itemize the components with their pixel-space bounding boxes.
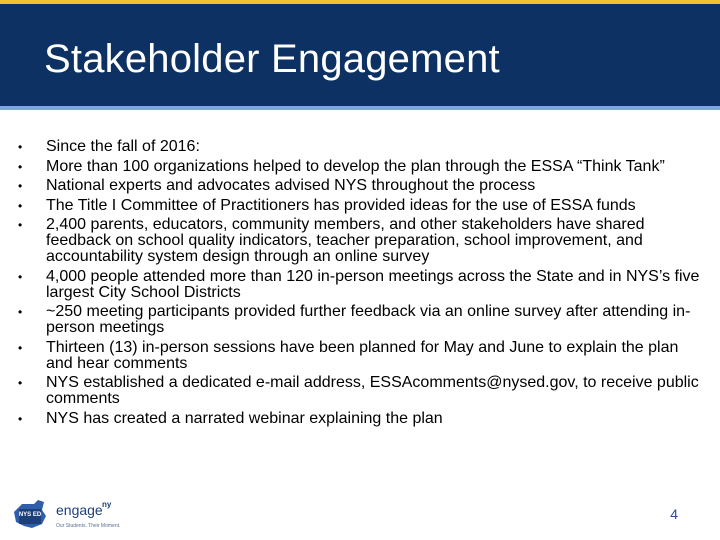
bullet-icon: •	[18, 305, 23, 319]
bullet-item	[18, 159, 708, 175]
bullet-item	[18, 217, 708, 265]
bullet-text: NYS established a dedicated e-mail address, ESSAcomments@nysed.gov, to receive public comments	[46, 374, 699, 407]
bullet-item	[18, 340, 708, 372]
bullet-icon: •	[18, 140, 23, 154]
bullet-text: National experts and advocates advised NYS throughout the process	[46, 177, 536, 194]
bullet-icon: •	[18, 411, 23, 426]
bullet-text: More than 100 organizations helped to develop the plan through the ESSA “Think Tank”	[46, 157, 665, 175]
bullet-item	[18, 198, 708, 214]
bullet-text: Since the fall of 2016:	[46, 138, 200, 155]
bullet-icon: •	[18, 198, 23, 213]
bullet-item	[18, 178, 708, 194]
bullet-text: The Title I Committee of Practitioners has provided ideas for the use of ESSA funds	[46, 196, 636, 214]
slide-header	[0, 0, 720, 110]
bullet-icon: •	[18, 159, 23, 174]
bullet-icon: •	[18, 376, 23, 390]
bullet-text: NYS has created a narrated webinar explaining the plan	[46, 409, 443, 427]
header-rule	[0, 106, 720, 110]
bullet-list	[18, 139, 708, 430]
bullet-item	[18, 139, 708, 155]
bullet-text: 2,400 parents, educators, community members, and other stakeholders have shared feedback on school quality indicators, teacher preparation, school improvement, and accountability system design through an online survey	[46, 216, 645, 265]
tagline-text: Our Students. Their Moment.	[56, 523, 121, 529]
header-accent-line	[0, 0, 720, 4]
bullet-icon: •	[18, 179, 23, 193]
bullet-text: ~250 meeting participants provided further feedback via an online survey after attending in-person meetings	[46, 303, 691, 336]
bullet-icon: •	[18, 218, 23, 232]
bullet-item	[18, 375, 708, 407]
bullet-text: 4,000 people attended more than 120 in-person meetings across the State and in NYS’s five largest City School Districts	[46, 267, 700, 301]
page-number: 4	[670, 506, 678, 522]
nys-badge-text: NYS ED	[18, 512, 42, 518]
bullet-item	[18, 269, 708, 301]
bullet-item	[18, 304, 708, 336]
brand-sup-text: ny	[102, 500, 112, 509]
engage-ny-logo	[12, 498, 142, 532]
bullet-icon: •	[18, 269, 23, 284]
bullet-item	[18, 411, 708, 427]
bullet-text: Thirteen (13) in-person sessions have been planned for May and June to explain the plan and hear comments	[46, 338, 679, 372]
bullet-icon: •	[18, 340, 23, 355]
slide-title: Stakeholder Engagement	[44, 37, 500, 81]
brand-text: engage	[56, 502, 103, 518]
